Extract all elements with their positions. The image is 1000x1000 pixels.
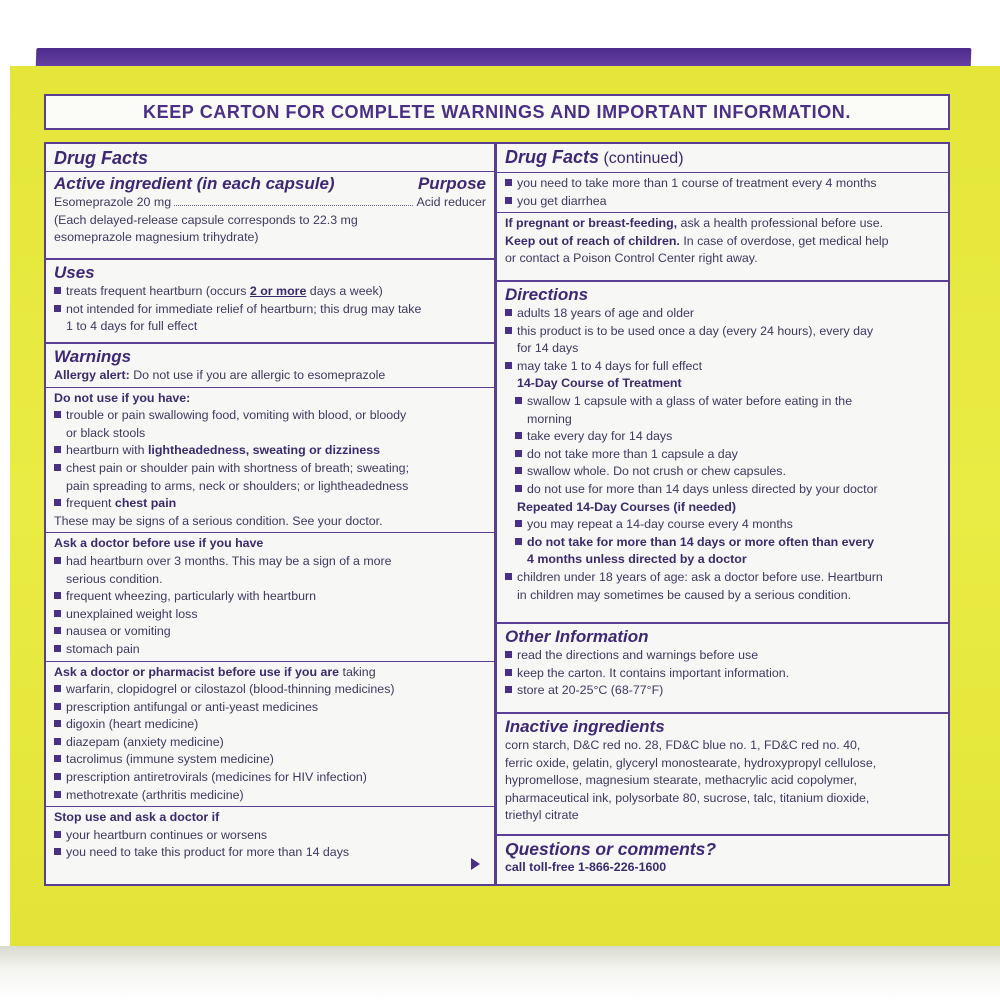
ingredient-purpose: Acid reducer [416,195,486,209]
ask-pharmacist-item: tacrolimus (immune system medicine) [66,751,486,769]
uses-item: treats frequent heartburn (occurs 2 or more days a week) [66,283,486,301]
directions-item: may take 1 to 4 days for full effect [517,358,940,376]
uses-title: Uses [54,263,95,282]
keep-out-of-reach: Keep out of reach of children. In case of overdose, get medical help [505,233,889,248]
course-item-cont: morning [527,411,572,426]
inactive-ingredients-line: hypromellose, magnesium stearate, methacrylic acid copolymer, [505,773,857,788]
repeat-item: you may repeat a 14-day course every 4 months [527,516,940,534]
ask-doctor-item-cont: serious condition. [66,571,163,586]
repeat-item: do not take for more than 14 days or more often than every [527,534,940,552]
questions-title: Questions or comments? [505,839,717,859]
uses-item-cont: 1 to 4 days for full effect [66,319,198,334]
surface-reflection [0,946,1000,1000]
do-not-use-item: chest pain or shoulder pain with shortness of breath; sweating; [66,460,486,478]
uses-item: not intended for immediate relief of heartburn; this drug may take [66,301,486,319]
uses-section [46,260,494,344]
ask-pharmacist-item: prescription antiretrovirals (medicines for HIV infection) [66,769,486,787]
stop-use-title: Stop use and ask a doctor if [54,810,220,825]
inactive-ingredients-line: pharmaceutical ink, polysorbate 80, sucrose, talc, titanium dioxide, [505,790,870,805]
ask-pharmacist-item: warfarin, clopidogrel or cilostazol (blood-thinning medicines) [66,681,486,699]
stop-use-item: your heartburn continues or worsens [66,827,486,845]
right-arrow-icon [471,858,480,870]
ask-doctor-item: stomach pain [66,641,486,659]
ask-doctor-item: frequent wheezing, particularly with heartburn [66,588,486,606]
course-item: swallow 1 capsule with a glass of water before eating in the [527,393,940,411]
directions-item: this product is to be used once a day (every 24 hours), every day [517,323,940,341]
course-item: do not use for more than 14 days unless directed by your doctor [527,481,940,499]
do-not-use-note: These may be signs of a serious condition. See your doctor. [54,513,383,528]
other-information-item: keep the carton. It contains important information. [517,665,940,683]
other-information-item: read the directions and warnings before use [517,647,940,665]
continued-warnings-section [497,144,948,282]
leader-dots [174,205,413,206]
drug-facts-title: Drug Facts [54,148,149,168]
ask-doctor-item: nausea or vomiting [66,623,486,641]
warnings-title: Warnings [54,347,132,366]
directions-item-cont: in children may sometimes be caused by a serious condition. [517,587,852,602]
inactive-ingredients-title: Inactive ingredients [505,717,665,736]
repeat-title: Repeated 14-Day Courses (if needed) [517,499,736,514]
ingredient-name: Esomeprazole 20 mg [54,195,172,209]
do-not-use-item: trouble or pain swallowing food, vomiting with blood, or bloody [66,407,486,425]
purpose-heading: Purpose [417,174,486,193]
course-title: 14-Day Course of Treatment [517,376,682,391]
drug-facts-panel [44,142,950,886]
inactive-ingredients-line: corn starch, D&C red no. 28, FD&C blue no. 1, FD&C red no. 40, [505,738,861,752]
pregnancy-warning: If pregnant or breast-feeding, ask a health professional before use. [505,216,884,231]
toll-free-number: call toll-free 1-866-226-1600 [505,860,667,874]
warnings-section [46,344,494,884]
drug-facts-left-column [46,144,497,884]
drug-facts-right-column [497,144,948,884]
do-not-use-item: heartburn with lightheadedness, sweating or dizziness [66,442,486,460]
ask-pharmacist-title: Ask a doctor or pharmacist before use if you are taking [54,664,376,679]
ingredient-note-line: (Each delayed-release capsule corresponds to 22.3 mg [54,212,358,227]
other-information-section [497,624,948,714]
ingredient-row [54,194,486,212]
ask-doctor-item: unexplained weight loss [66,606,486,624]
repeat-item-cont: 4 months unless directed by a doctor [527,552,747,567]
stop-use-item: you need to take this product for more than 14 days [66,844,486,862]
ask-pharmacist-item: digoxin (heart medicine) [66,716,486,734]
ask-pharmacist-item: methotrexate (arthritis medicine) [66,787,486,805]
ask-doctor-item: had heartburn over 3 months. This may be a sign of a more [66,553,486,571]
inactive-ingredients-section [497,714,948,836]
course-item: do not take more than 1 capsule a day [527,446,940,464]
keep-out-of-reach-cont: or contact a Poison Control Center right away. [505,251,758,266]
ingredient-note-line: esomeprazole magnesium trihydrate) [54,230,259,245]
directions-section [497,282,948,624]
course-item: swallow whole. Do not crush or chew capsules. [527,463,940,481]
inactive-ingredients-line: triethyl citrate [505,808,579,823]
other-information-item: store at 20-25°C (68-77°F) [517,682,940,700]
directions-item: adults 18 years of age and older [517,305,940,323]
do-not-use-item-cont: pain spreading to arms, neck or shoulders; or lightheadedness [66,478,409,493]
stop-use-item: you need to take more than 1 course of treatment every 4 months [517,175,940,193]
ask-doctor-title: Ask a doctor before use if you have [54,536,264,551]
questions-section [497,836,948,884]
ask-pharmacist-item: diazepam (anxiety medicine) [66,734,486,752]
directions-title: Directions [505,285,589,304]
allergy-alert: Allergy alert: Do not use if you are allergic to esomeprazole [54,368,386,382]
do-not-use-title: Do not use if you have: [54,390,191,405]
other-information-title: Other Information [505,627,649,646]
ask-pharmacist-item: prescription antifungal or anti-yeast medicines [66,699,486,717]
inactive-ingredients-line: ferric oxide, gelatin, glyceryl monostearate, hydroxypropyl cellulose, [505,755,877,770]
stop-use-item: you get diarrhea [517,193,940,211]
directions-item-cont: for 14 days [517,341,579,356]
active-ingredient-heading: Active ingredient (in each capsule) [54,174,335,193]
do-not-use-item-cont: or black stools [66,425,146,440]
course-item: take every day for 14 days [527,428,940,446]
active-ingredient-section [46,144,494,260]
continued-title: Drug Facts (continued) [505,147,684,167]
keep-carton-banner: KEEP CARTON FOR COMPLETE WARNINGS AND IMPORTANT INFORMATION. [44,94,950,130]
do-not-use-item: frequent chest pain [66,495,486,513]
directions-item: children under 18 years of age: ask a doctor before use. Heartburn [517,569,940,587]
